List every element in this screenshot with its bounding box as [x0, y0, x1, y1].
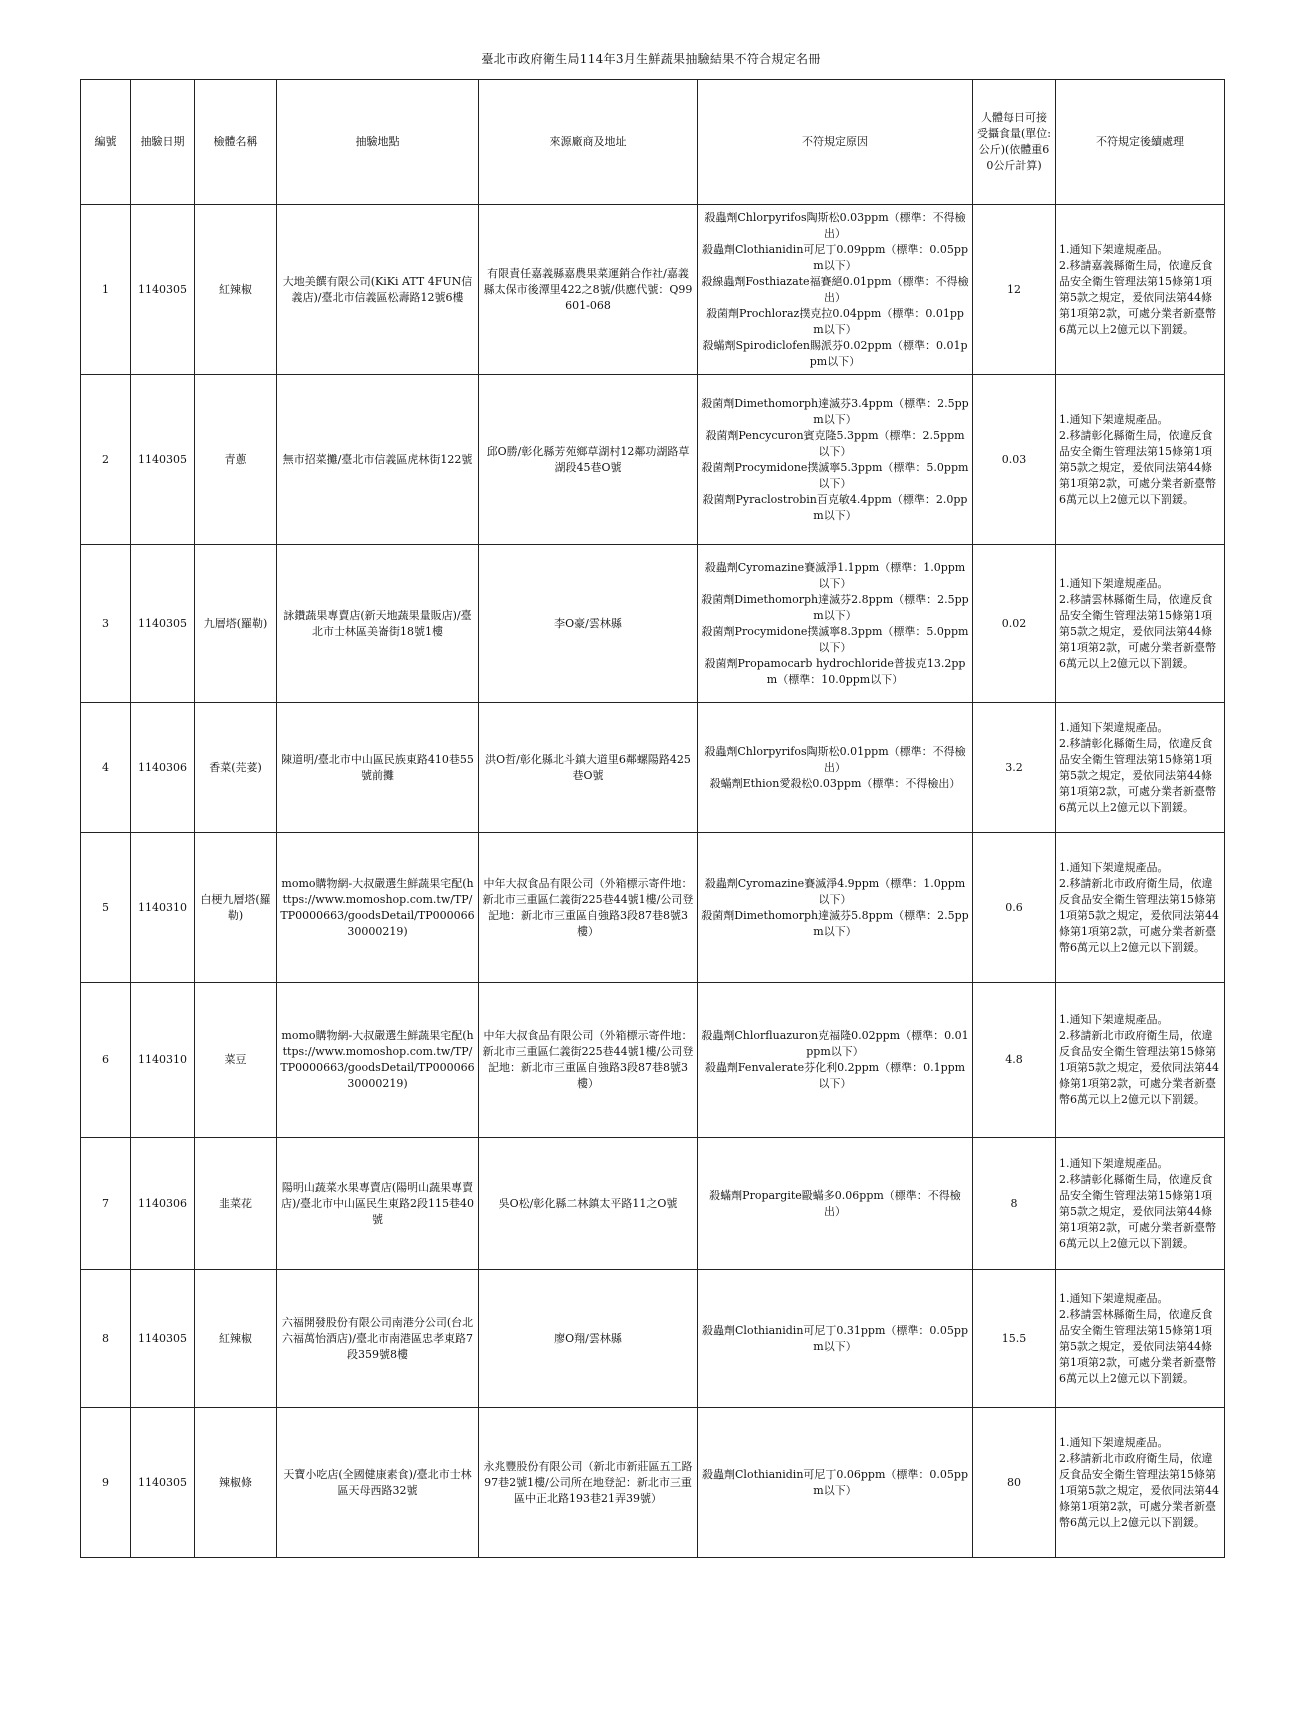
cell-adi: 0.02 — [973, 545, 1056, 703]
cell-action — [1056, 833, 1225, 983]
action-line: 2.移請彰化縣衛生局，依違反食品安全衛生管理法第15條第1項第5款之規定，爰依同法第44條第1項第2款，可處分業者新臺幣6萬元以上2億元以下罰鍰。 — [1059, 428, 1216, 506]
cell-item: 青蔥 — [195, 375, 277, 545]
cell-date: 1140306 — [131, 703, 195, 833]
cell-adi: 8 — [973, 1138, 1056, 1270]
reason-line: 殺菌劑Pyraclostrobin百克敏4.4ppm（標準：2.0ppm以下） — [702, 492, 968, 522]
reason-line: 殺菌劑Pencycuron賓克隆5.3ppm（標準：2.5ppm以下） — [705, 428, 965, 458]
reason-line: 殺菌劑Propamocarb hydrochloride普拔克13.2ppm（標準：10.0ppm以下） — [704, 656, 966, 686]
table-row — [81, 1138, 1225, 1270]
action-line: 1.通知下架違規產品。 — [1059, 1013, 1169, 1026]
reason-line: 殺蟎劑Ethion愛殺松0.03ppm（標準：不得檢出） — [709, 776, 961, 790]
cell-adi: 3.2 — [973, 703, 1056, 833]
cell-location: momo購物網-大叔嚴選生鮮蔬果宅配(https://www.momoshop.com.tw/TP/TP0000663/goodsDetail/TP00006630000219) — [277, 833, 479, 983]
action-line: 2.移請新北市政府衛生局，依違反食品安全衛生管理法第15條第1項第5款之規定，爰依同法第44條第1項第2款，可處分業者新臺幣6萬元以上2億元以下罰鍰。 — [1059, 1029, 1219, 1106]
cell-action — [1056, 1138, 1225, 1270]
cell-source: 廖O翔/雲林縣 — [479, 1270, 698, 1408]
header-adi: 人體每日可接受攝食量(單位:公斤)(依體重60公斤計算) — [973, 80, 1056, 205]
cell-reason — [698, 983, 973, 1138]
reason-line: 殺菌劑Dimethomorph達滅芬5.8ppm（標準：2.5ppm以下） — [701, 908, 969, 938]
cell-source: 李O豪/雲林縣 — [479, 545, 698, 703]
cell-adi: 4.8 — [973, 983, 1056, 1138]
reason-line: 殺蟲劑Clothianidin可尼丁0.06ppm（標準：0.05ppm以下） — [702, 1467, 968, 1497]
cell-action — [1056, 983, 1225, 1138]
cell-action — [1056, 703, 1225, 833]
cell-no: 5 — [81, 833, 131, 983]
cell-source: 洪O哲/彰化縣北斗鎮大道里6鄰螺陽路425巷O號 — [479, 703, 698, 833]
table-row — [81, 375, 1225, 545]
cell-location: 詠鑽蔬果專賣店(新天地蔬果量販店)/臺北市士林區美崙街18號1樓 — [277, 545, 479, 703]
reason-line: 殺菌劑Prochloraz撲克拉0.04ppm（標準：0.01ppm以下） — [706, 306, 964, 336]
cell-no: 6 — [81, 983, 131, 1138]
header-date: 抽驗日期 — [131, 80, 195, 205]
cell-adi: 0.03 — [973, 375, 1056, 545]
header-no: 編號 — [81, 80, 131, 205]
cell-no: 8 — [81, 1270, 131, 1408]
cell-action — [1056, 205, 1225, 375]
cell-date: 1140310 — [131, 833, 195, 983]
cell-date: 1140305 — [131, 1408, 195, 1558]
reason-line: 殺菌劑Dimethomorph達滅芬2.8ppm（標準：2.5ppm以下） — [701, 592, 969, 622]
reason-line: 殺蟲劑Clothianidin可尼丁0.31ppm（標準：0.05ppm以下） — [702, 1323, 968, 1353]
cell-date: 1140305 — [131, 375, 195, 545]
action-line: 2.移請嘉義縣衛生局，依違反食品安全衛生管理法第15條第1項第5款之規定，爰依同法第44條第1項第2款，可處分業者新臺幣6萬元以上2億元以下罰鍰。 — [1059, 258, 1216, 336]
reason-line: 殺蟎劑Spirodiclofen賜派芬0.02ppm（標準：0.01ppm以下） — [702, 338, 968, 368]
reason-line: 殺菌劑Procymidone撲滅寧8.3ppm（標準：5.0ppm以下） — [701, 624, 969, 654]
action-line: 2.移請彰化縣衛生局，依違反食品安全衛生管理法第15條第1項第5款之規定，爰依同法第44條第1項第2款，可處分業者新臺幣6萬元以上2億元以下罰鍰。 — [1059, 1172, 1216, 1250]
cell-date: 1140305 — [131, 205, 195, 375]
cell-date: 1140305 — [131, 1270, 195, 1408]
cell-source: 吳O松/彰化縣二林鎮太平路11之O號 — [479, 1138, 698, 1270]
header-item: 檢體名稱 — [195, 80, 277, 205]
cell-item: 白梗九層塔(羅勒) — [195, 833, 277, 983]
reason-line: 殺菌劑Dimethomorph達滅芬3.4ppm（標準：2.5ppm以下） — [701, 396, 969, 426]
cell-date: 1140305 — [131, 545, 195, 703]
cell-location: 大地美饌有限公司(KiKi ATT 4FUN信義店)/臺北市信義區松壽路12號6樓 — [277, 205, 479, 375]
cell-date: 1140306 — [131, 1138, 195, 1270]
cell-reason — [698, 833, 973, 983]
cell-location: 陽明山蔬菜水果專賣店(陽明山蔬果專賣店)/臺北市中山區民生東路2段115巷40號 — [277, 1138, 479, 1270]
table-row — [81, 205, 1225, 375]
cell-adi: 15.5 — [973, 1270, 1056, 1408]
cell-action — [1056, 375, 1225, 545]
cell-action — [1056, 1408, 1225, 1558]
cell-no: 4 — [81, 703, 131, 833]
cell-reason — [698, 205, 973, 375]
cell-action — [1056, 1270, 1225, 1408]
cell-item: 香菜(芫荽) — [195, 703, 277, 833]
table-row — [81, 545, 1225, 703]
cell-location: 六福開發股份有限公司南港分公司(台北六福萬怡酒店)/臺北市南港區忠孝東路7段359號8樓 — [277, 1270, 479, 1408]
cell-no: 7 — [81, 1138, 131, 1270]
action-line: 1.通知下架違規產品。 — [1059, 242, 1169, 256]
cell-source: 中年大叔食品有限公司（外箱標示寄件地：新北市三重區仁義街225巷44號1樓/公司登記地：新北市三重區自強路3段87巷8號3樓） — [479, 983, 698, 1138]
reason-line: 殺蟲劑Fenvalerate芬化利0.2ppm（標準：0.1ppm以下） — [704, 1061, 966, 1090]
cell-date: 1140310 — [131, 983, 195, 1138]
cell-location: 天寶小吃店(全國健康素食)/臺北市士林區天母西路32號 — [277, 1408, 479, 1558]
reason-line: 殺蟲劑Cyromazine賽滅淨1.1ppm（標準：1.0ppm以下） — [704, 560, 966, 590]
cell-source: 中年大叔食品有限公司（外箱標示寄件地：新北市三重區仁義街225巷44號1樓/公司登記地：新北市三重區自強路3段87巷8號3樓） — [479, 833, 698, 983]
cell-item: 九層塔(羅勒) — [195, 545, 277, 703]
reason-line: 殺蟲劑Chlorpyrifos陶斯松0.03ppm（標準：不得檢出） — [704, 210, 966, 240]
header-reason: 不符規定原因 — [698, 80, 973, 205]
reason-line: 殺蟲劑Clothianidin可尼丁0.09ppm（標準：0.05ppm以下） — [702, 242, 968, 272]
cell-item: 辣椒條 — [195, 1408, 277, 1558]
cell-item: 紅辣椒 — [195, 205, 277, 375]
noncompliance-table — [80, 79, 1225, 1558]
cell-no: 2 — [81, 375, 131, 545]
cell-no: 9 — [81, 1408, 131, 1558]
reason-line: 殺蟲劑Chlorfluazuron克福隆0.02ppm（標準：0.01ppm以下） — [701, 1029, 969, 1058]
action-line: 2.移請彰化縣衛生局，依違反食品安全衛生管理法第15條第1項第5款之規定，爰依同法第44條第1項第2款，可處分業者新臺幣6萬元以上2億元以下罰鍰。 — [1059, 736, 1216, 814]
cell-source: 邱O勝/彰化縣芳苑鄉草湖村12鄰功湖路草湖段45巷O號 — [479, 375, 698, 545]
cell-source: 有限責任嘉義縣嘉農果菜運銷合作社/嘉義縣太保市後潭里422之8號/供應代號：Q99601-068 — [479, 205, 698, 375]
cell-source: 永兆豐股份有限公司（新北市新莊區五工路97巷2號1樓/公司所在地登記：新北市三重區中正北路193巷21弄39號） — [479, 1408, 698, 1558]
action-line: 2.移請雲林縣衛生局，依違反食品安全衛生管理法第15條第1項第5款之規定，爰依同法第44條第1項第2款，可處分業者新臺幣6萬元以上2億元以下罰鍰。 — [1059, 592, 1216, 670]
reason-line: 殺線蟲劑Fosthiazate福賽絕0.01ppm（標準：不得檢出） — [701, 274, 969, 304]
cell-item: 菜豆 — [195, 983, 277, 1138]
reason-line: 殺蟲劑Chlorpyrifos陶斯松0.01ppm（標準：不得檢出） — [704, 744, 966, 774]
table-row — [81, 1408, 1225, 1558]
cell-adi: 12 — [973, 205, 1056, 375]
cell-item: 韭菜花 — [195, 1138, 277, 1270]
cell-adi: 0.6 — [973, 833, 1056, 983]
cell-reason — [698, 1408, 973, 1558]
action-line: 2.移請新北市政府衛生局，依違反食品安全衛生管理法第15條第1項第5款之規定，爰依同法第44條第1項第2款，可處分業者新臺幣6萬元以上2億元以下罰鍰。 — [1059, 876, 1219, 954]
action-line: 1.通知下架違規產品。 — [1059, 1291, 1169, 1305]
table-row — [81, 833, 1225, 983]
cell-location: momo購物網-大叔嚴選生鮮蔬果宅配(https://www.momoshop.com.tw/TP/TP0000663/goodsDetail/TP00006630000219) — [277, 983, 479, 1138]
header-source: 來源廠商及地址 — [479, 80, 698, 205]
cell-no: 3 — [81, 545, 131, 703]
cell-reason — [698, 545, 973, 703]
action-line: 1.通知下架違規產品。 — [1059, 412, 1169, 426]
cell-reason — [698, 1270, 973, 1408]
cell-action — [1056, 545, 1225, 703]
reason-line: 殺蟎劑Propargite毆蟎多0.06ppm（標準：不得檢出） — [709, 1188, 961, 1218]
table-row — [81, 1270, 1225, 1408]
cell-adi: 80 — [973, 1408, 1056, 1558]
header-row — [81, 80, 1225, 205]
action-line: 1.通知下架違規產品。 — [1059, 720, 1169, 734]
action-line: 1.通知下架違規產品。 — [1059, 860, 1169, 874]
header-location: 抽驗地點 — [277, 80, 479, 205]
table-row — [81, 983, 1225, 1138]
action-line: 2.移請新北市政府衛生局，依違反食品安全衛生管理法第15條第1項第5款之規定，爰依同法第44條第1項第2款，可處分業者新臺幣6萬元以上2億元以下罰鍰。 — [1059, 1451, 1219, 1529]
cell-location: 無市招菜攤/臺北市信義區虎林街122號 — [277, 375, 479, 545]
document-title: 臺北市政府衛生局114年3月生鮮蔬果抽驗結果不符合規定名冊 — [481, 52, 821, 66]
cell-reason — [698, 375, 973, 545]
cell-reason — [698, 703, 973, 833]
reason-line: 殺菌劑Procymidone撲滅寧5.3ppm（標準：5.0ppm以下） — [701, 460, 969, 490]
action-line: 1.通知下架違規產品。 — [1059, 576, 1169, 590]
header-action: 不符規定後續處理 — [1056, 80, 1225, 205]
cell-reason — [698, 1138, 973, 1270]
action-line: 1.通知下架違規產品。 — [1059, 1156, 1169, 1170]
table-row — [81, 703, 1225, 833]
action-line: 2.移請雲林縣衛生局，依違反食品安全衛生管理法第15條第1項第5款之規定，爰依同法第44條第1項第2款，可處分業者新臺幣6萬元以上2億元以下罰鍰。 — [1059, 1307, 1216, 1385]
cell-location: 陳道明/臺北市中山區民族東路410巷55號前攤 — [277, 703, 479, 833]
cell-item: 紅辣椒 — [195, 1270, 277, 1408]
reason-line: 殺蟲劑Cyromazine賽滅淨4.9ppm（標準：1.0ppm以下） — [704, 876, 966, 906]
action-line: 1.通知下架違規產品。 — [1059, 1435, 1169, 1449]
cell-no: 1 — [81, 205, 131, 375]
